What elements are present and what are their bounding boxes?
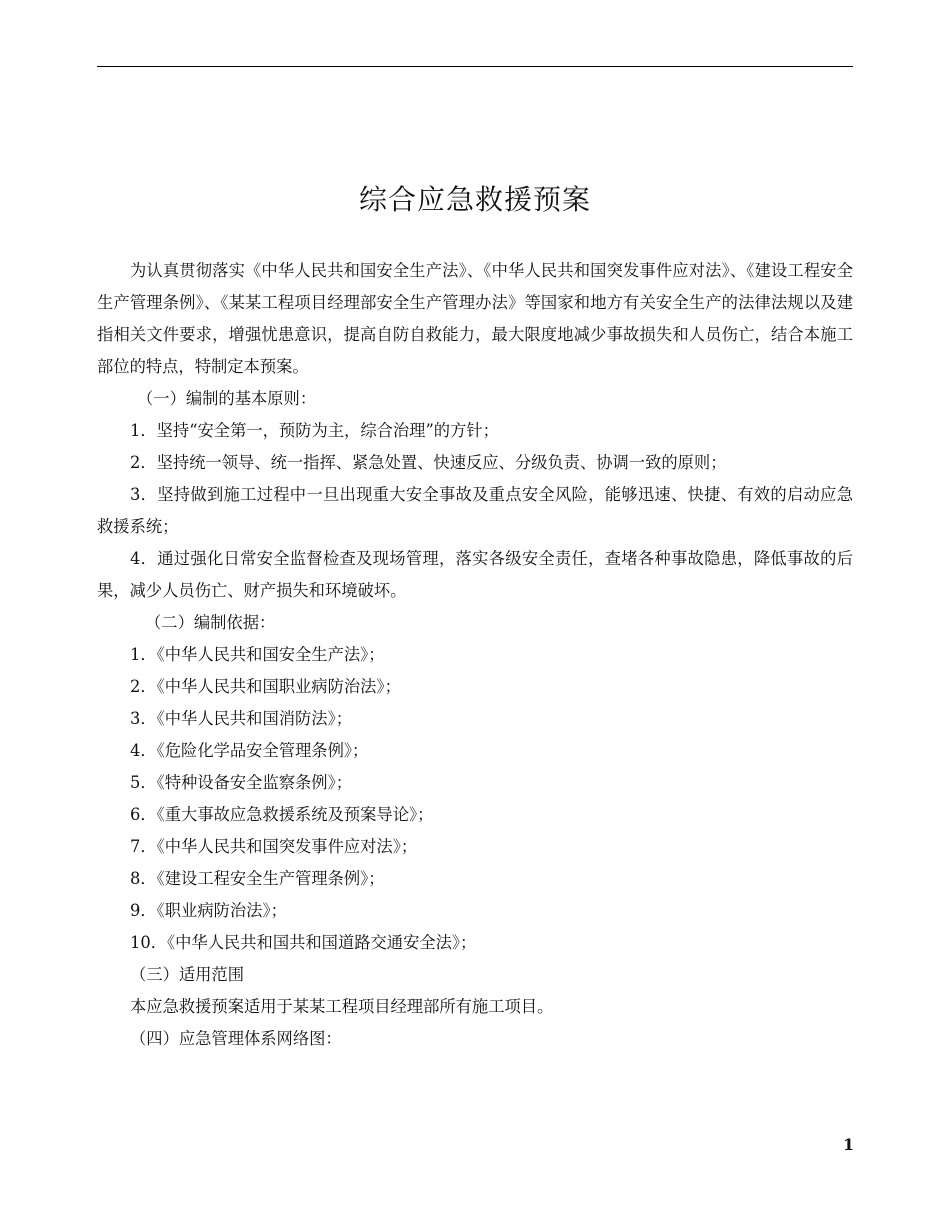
list-item: 3．坚持做到施工过程中一旦出现重大安全事故及重点安全风险，能够迅速、快捷、有效的启动应急救援系统； [97,485,853,536]
page-number: 1 [843,1135,855,1154]
document-title: 综合应急救援预案 [358,183,591,216]
list-item: 1．坚持“安全第一，预防为主，综合治理”的方针； [130,421,499,440]
list-item: 7．《中华人民共和国突发事件应对法》； [130,837,418,856]
list-item: 2．《中华人民共和国职业病防治法》； [130,677,401,696]
scope-paragraph: 本应急救援预案适用于某某工程项目经理部所有施工项目。 [130,997,554,1016]
list-item: 4．《危险化学品安全管理条例》； [130,741,369,760]
section-heading: （三）适用范围 [130,965,244,984]
list-item: 10．《中华人民共和国共和国道路交通安全法》； [130,933,477,952]
list-item: 8．《建设工程安全生产管理条例》； [130,869,385,888]
list-item: 6．《重大事故应急救援系统及预案导论》； [130,805,434,824]
intro-paragraph: 为认真贯彻落实《中华人民共和国安全生产法》、《中华人民共和国突发事件应对法》、《建设工程安全生产管理条例》、《某某工程项目经理部安全生产管理办法》等国家和地方有关安全生产的法律法规以及建指相关文件要求，增强忧患意识，提高自防自救能力，最大限度地减少事故损失和人员伤亡，结合本施工部位的特点，特制定本预案。 [97,261,853,376]
list-item: 3．《中华人民共和国消防法》； [130,709,353,728]
header-rule [97,66,853,67]
document-body [97,255,853,1055]
list-item: 2．坚持统一领导、统一指挥、紧急处置、快速反应、分级负责、协调一致的原则； [130,453,727,472]
list-item: 1．《中华人民共和国安全生产法》； [130,645,385,664]
list-item: 9．《职业病防治法》； [130,901,287,920]
section-heading: （一）编制的基本原则： [137,389,317,408]
list-item: 4．通过强化日常安全监督检查及现场管理，落实各级安全责任，查堵各种事故隐患，降低事故的后果，减少人员伤亡、财产损失和环境破坏。 [97,549,853,600]
list-item: 5．《特种设备安全监察条例》； [130,773,353,792]
section-heading: （四）应急管理体系网络图： [130,1029,342,1048]
section-heading: （二）编制依据： [145,613,276,632]
